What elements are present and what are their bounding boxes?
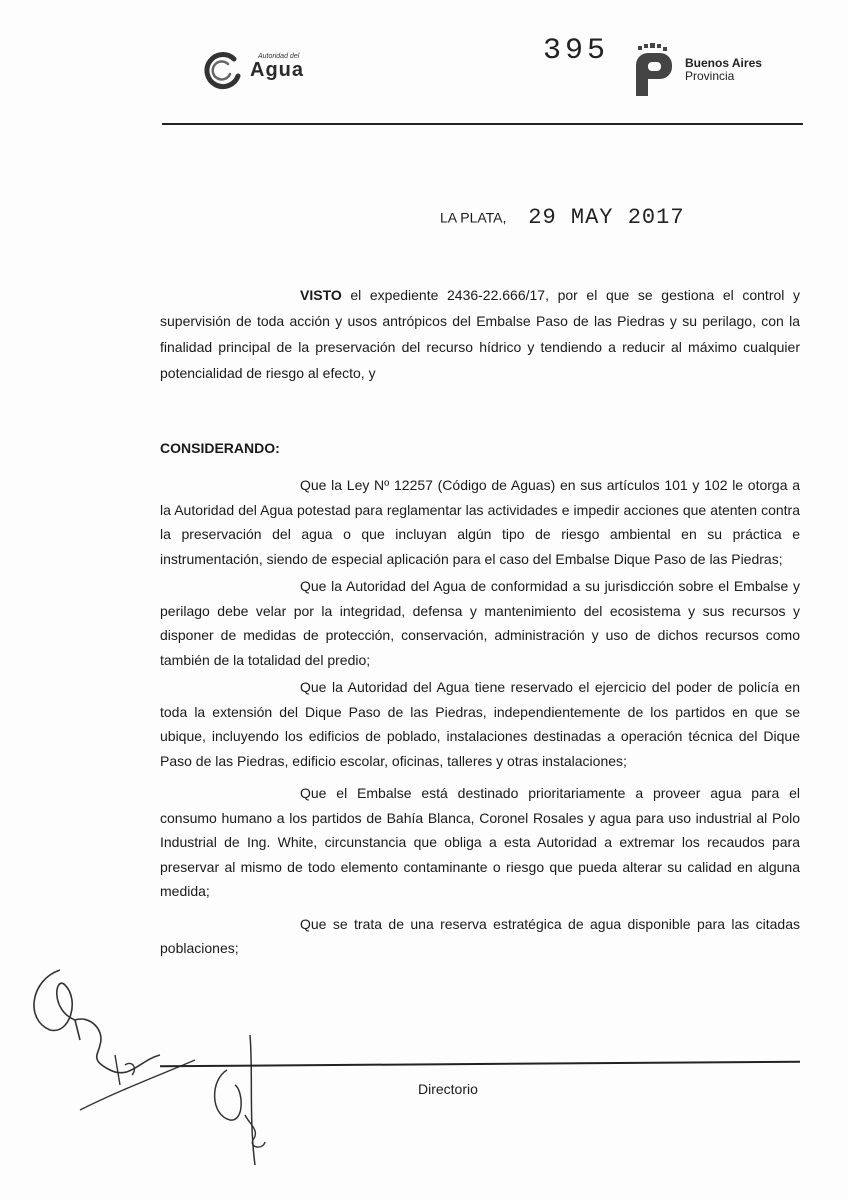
province-label: Provincia [685, 69, 735, 83]
buenos-aires-provincia-logo [630, 40, 810, 100]
visto-text: el expediente 2436-22.666/17, por el que se gestiona el control y supervisión de toda acción y usos antrópicos del Embalse Paso de las Piedras y su perilago, con la finalidad principal de la preservación del recurso hídrico y tendiendo a reducir al máximo cualquier potencialidad de riesgo al efecto, y [160, 287, 800, 381]
visto-label: VISTO [300, 287, 342, 303]
header-rule [162, 123, 803, 125]
considerando-paragraph: Que la Autoridad del Agua de conformidad a su jurisdicción sobre el Embalse y perilago debe velar por la integridad, defensa y mantenimiento del ecosistema y sus recursos y disponer de medidas de protección, conservación, administración y uso de dichos recursos como también de la totalidad del predio; [160, 578, 800, 668]
considerando-paragraph: Que se trata de una reserva estratégica de agua disponible para las citadas poblaciones; [160, 915, 800, 956]
dateline-place: LA PLATA, [440, 209, 507, 226]
province-name: Buenos Aires [685, 56, 762, 70]
considerando-section [160, 473, 800, 964]
considerando-paragraph: Que el Embalse está destinado prioritariamente a proveer agua para el consumo humano a los partidos de Bahía Blanca, Coronel Rosales y agua para uso industrial al Polo Industrial de Ing. White, circunstancia que obliga a esta Autoridad a extremar los recaudos para preservar al mismo de todo elemento contaminante o riesgo que pueda alterar su calidad en alguna medida; [160, 785, 800, 899]
autoridad-del-agua-logo [200, 50, 340, 90]
considerando-paragraph: Que la Autoridad del Agua tiene reservado el ejercicio del poder de policía en toda la extensión del Dique Paso de las Piedras, independientemente de los partidos en que se ubique, incluyendo los edificios de poblado, instalaciones destinadas a operación técnica del Dique Paso de las Piedras, edificio escolar, oficinas, talleres y otras instalaciones; [160, 679, 800, 769]
water-swirl-icon [200, 50, 248, 90]
dateline [440, 205, 685, 230]
handwritten-initials [205, 1030, 285, 1170]
provincia-p-icon [630, 40, 680, 100]
footer-label: Directorio [418, 1081, 478, 1097]
considerando-paragraph: Que la Ley Nº 12257 (Código de Aguas) en sus artículos 101 y 102 le otorga a la Autoridad del Agua potestad para reglamentar las actividades e impedir acciones que atenten contra la preservación del agua o que incluyan algún tipo de riesgo ambiental en su práctica e instrumentación, siendo de especial aplicación para el caso del Embalse Dique Paso de las Piedras; [160, 477, 800, 567]
date-stamp: 29 MAY 2017 [528, 205, 685, 230]
folio-number: 395 [543, 34, 610, 68]
considerando-heading: CONSIDERANDO: [160, 440, 280, 456]
logo-title: Agua [250, 59, 304, 81]
visto-section [160, 282, 800, 386]
visto-paragraph [160, 282, 800, 386]
handwritten-signature [20, 960, 200, 1130]
logo-subtitle: Autoridad del [258, 53, 300, 60]
